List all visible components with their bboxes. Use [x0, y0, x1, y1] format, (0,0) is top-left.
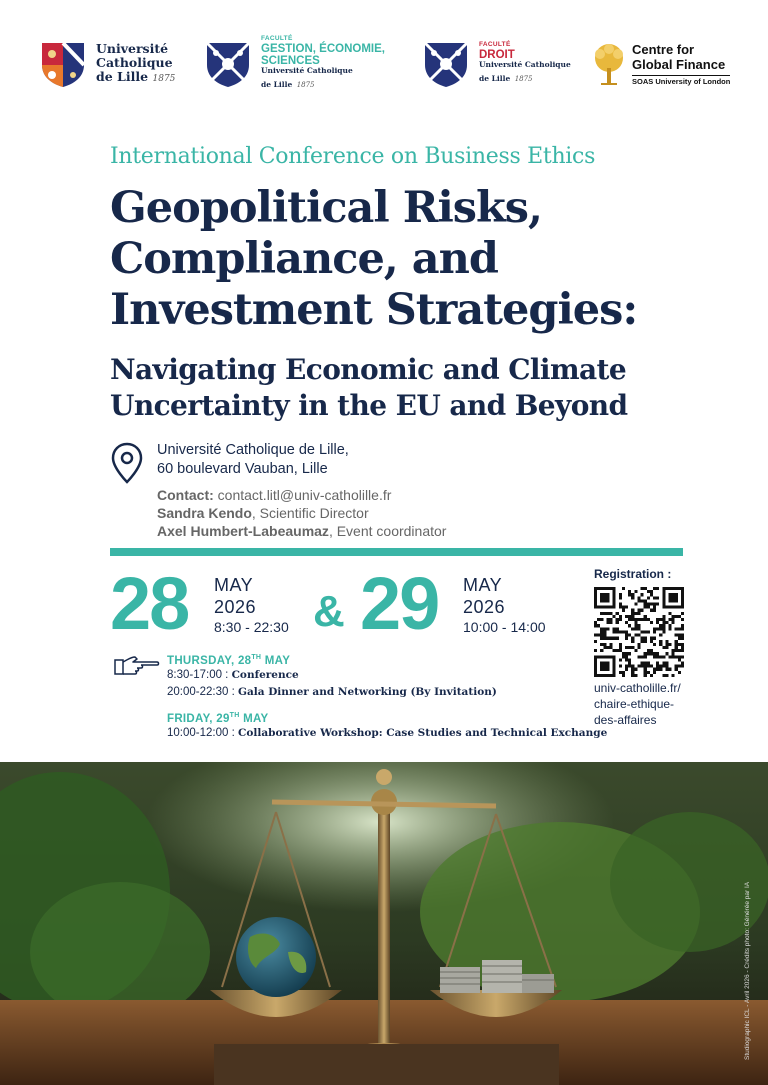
ucl-logo	[38, 36, 175, 92]
ucl-line1: Université	[96, 41, 169, 57]
conference-name: International Conference on Business Ethics	[110, 144, 596, 169]
friday-head-text: FRIDAY, 29	[167, 712, 230, 725]
droit-faculty: FACULTÉ	[479, 41, 511, 49]
gestion-name1: GESTION, ÉCONOMIE,	[261, 43, 385, 55]
title-line-2: Compliance, and	[110, 234, 498, 284]
address	[157, 441, 349, 479]
title-line-1: Geopolitical Risks,	[110, 183, 542, 233]
thursday-item-2-time: 20:00-22:30 :	[167, 685, 238, 698]
person2-role: , Event coordinator	[328, 523, 447, 539]
address-line-2: 60 boulevard Vauban, Lille	[157, 461, 328, 477]
cff-sub: SOAS University of London	[632, 76, 731, 86]
address-line-1: Université Catholique de Lille,	[157, 442, 349, 458]
droit-name: DROIT	[479, 49, 515, 62]
droit-year: 1875	[514, 74, 533, 83]
subtitle-line-2: Uncertainty in the EU and Beyond	[110, 389, 628, 422]
registration-url-1[interactable]: univ-catholille.fr/	[594, 681, 681, 695]
subtitle	[110, 352, 628, 424]
day2-details	[463, 574, 546, 636]
gestion-faculty: FACULTÉ	[261, 35, 293, 43]
friday-month: MAY	[239, 712, 269, 725]
ucl-year: 1875	[152, 73, 176, 84]
ucl-line2: Catholique	[96, 54, 173, 70]
scales-photo	[0, 762, 768, 1085]
divider	[110, 548, 683, 556]
cff-line2: Global Finance	[632, 56, 726, 72]
friday-item-1-time: 10:00-12:00 :	[167, 726, 238, 739]
thursday-month: MAY	[261, 654, 291, 667]
day2-year: 2026	[463, 597, 506, 617]
title-line-3: Investment Strategies:	[110, 285, 638, 335]
friday-item-1	[167, 725, 607, 742]
subtitle-line-1: Navigating Economic and Climate	[110, 353, 627, 386]
contact-email[interactable]: contact.litl@univ-catholille.fr	[217, 487, 392, 503]
day2-time: 10:00 - 14:00	[463, 619, 546, 635]
thursday-head-text: THURSDAY, 28	[167, 654, 252, 667]
day1-month: MAY	[214, 575, 254, 595]
tree-icon	[590, 42, 628, 86]
thursday-item-1-time: 8:30-17:00 :	[167, 668, 232, 681]
day1-number: 28	[110, 562, 189, 645]
gestion-univ1: Université Catholique	[261, 66, 353, 76]
location-pin-icon	[111, 442, 143, 484]
main-title	[110, 183, 637, 336]
gestion-univ2: de Lille	[261, 80, 293, 89]
day2-number: 29	[360, 562, 439, 645]
thursday-item-2-label: Gala Dinner and Networking (By Invitation)	[237, 685, 497, 698]
contact-label: Contact:	[157, 487, 214, 503]
photo-credit: Studiographic ICL - Avril 2026 - Crédits photo: Générée par IA	[744, 881, 751, 1060]
pointing-hand-icon	[113, 654, 161, 678]
friday-heading	[167, 712, 607, 725]
program-thursday	[167, 654, 497, 701]
gestion-year: 1875	[296, 81, 315, 89]
ampersand: &	[313, 587, 345, 636]
contacts	[157, 486, 446, 540]
friday-item-1-label: Collaborative Workshop: Case Studies and Technical Exchange	[237, 726, 608, 739]
droit-shield-icon	[421, 39, 471, 89]
droit-univ1: Université Catholique	[479, 60, 571, 70]
cff-line1: Centre for	[632, 41, 695, 57]
thursday-item-1-label: Conference	[231, 668, 299, 681]
thursday-sup: TH	[251, 654, 262, 661]
registration-url-3[interactable]: des-affaires	[594, 713, 657, 727]
droit-univ2: de Lille	[479, 73, 511, 83]
droit-logo	[421, 36, 571, 92]
gestion-logo	[203, 36, 385, 92]
registration-label: Registration :	[594, 567, 672, 581]
day1-details	[214, 574, 289, 636]
day1-time: 8:30 - 22:30	[214, 619, 289, 635]
friday-sup: TH	[229, 712, 240, 719]
person2-name: Axel Humbert-Labeaumaz	[157, 523, 329, 539]
thursday-item-1	[167, 667, 497, 684]
day1-year: 2026	[214, 597, 257, 617]
thursday-heading	[167, 654, 497, 667]
cff-logo	[590, 36, 730, 92]
person1-role: , Scientific Director	[251, 505, 369, 521]
person1-name: Sandra Kendo	[157, 505, 252, 521]
ucl-shield-icon	[38, 39, 88, 89]
ucl-line3: de Lille	[96, 68, 149, 84]
registration-url-2[interactable]: chaire-ethique-	[594, 697, 675, 711]
gestion-name2: SCIENCES	[261, 55, 320, 68]
thursday-item-2	[167, 684, 497, 701]
program-friday	[167, 712, 607, 742]
gestion-shield-icon	[203, 39, 253, 89]
day2-month: MAY	[463, 575, 503, 595]
qr-code-icon[interactable]	[594, 587, 684, 677]
